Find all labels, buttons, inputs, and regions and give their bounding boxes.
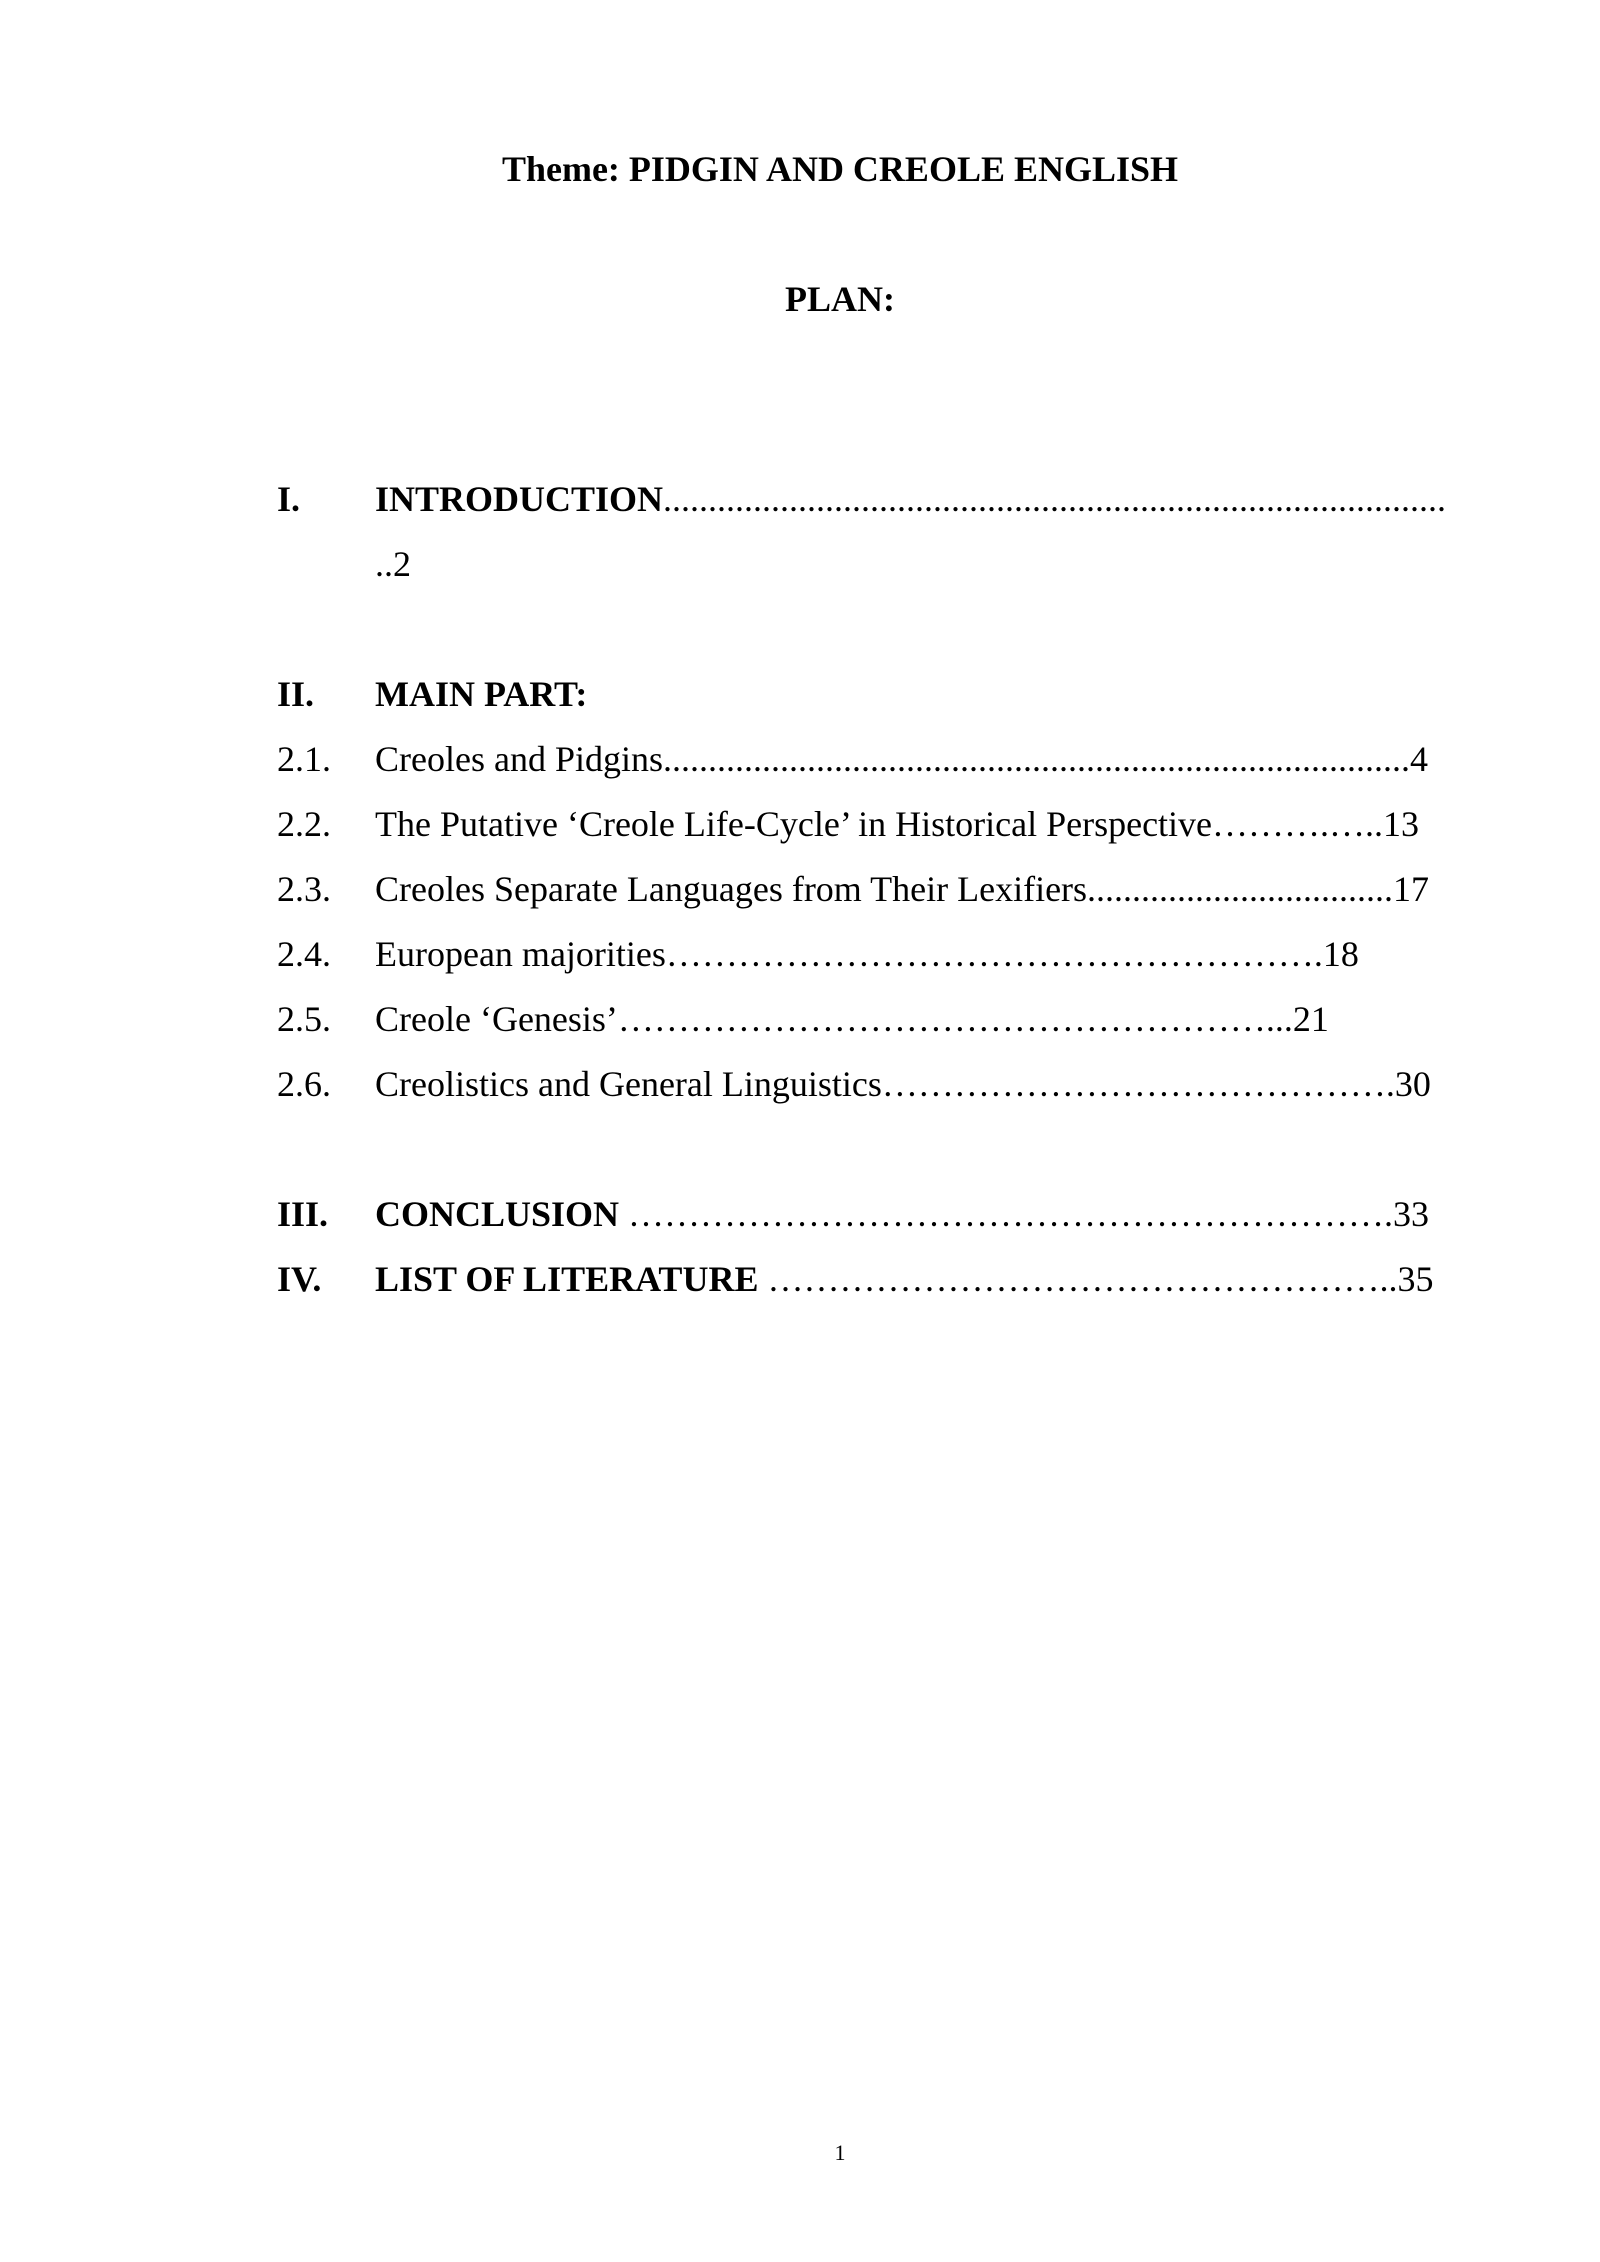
toc-entry-text: Creoles and Pidgins...................................................................................4 (375, 739, 1428, 779)
toc-entry-text: European majorities……………………………………………….18 (375, 934, 1359, 974)
toc-subsection (0, 738, 1600, 784)
toc-number: II. (277, 674, 315, 714)
toc-entry-main-part (0, 673, 1600, 719)
plan-heading: PLAN: (785, 279, 895, 319)
toc-entry-text: The Putative ‘Creole Life-Cycle’ in Historical Perspective……….…..13 (375, 804, 1420, 844)
toc-subsection (0, 1063, 1600, 1109)
toc-leader-dots: ....................................................................................... (663, 479, 1447, 519)
toc-entry-literature (0, 1258, 1600, 1304)
toc-number: 2.4. (277, 934, 331, 974)
toc-entry-label: INTRODUCTION (375, 479, 664, 519)
toc-subsection (0, 998, 1600, 1044)
page-title: Theme: PIDGIN AND CREOLE ENGLISH (501, 149, 1179, 189)
toc-subsection (0, 803, 1600, 849)
toc-entry-text (375, 1193, 1429, 1235)
toc-entry-label: LIST OF LITERATURE (375, 1259, 759, 1299)
toc-number: III. (277, 1194, 329, 1234)
toc-subsection (0, 868, 1600, 914)
toc-entry-label: MAIN PART: (375, 674, 588, 714)
toc-entry-text: Creolistics and General Linguistics…………………………………….30 (375, 1064, 1431, 1104)
toc-entry-introduction-continuation (0, 543, 1600, 589)
toc-number: 2.1. (277, 739, 331, 779)
toc-leader-dots: ……………………………………………………….33 (619, 1194, 1430, 1234)
toc-number: I. (277, 479, 301, 519)
toc-number: IV. (277, 1259, 322, 1299)
page-number: 1 (834, 2140, 846, 2165)
toc-number: 2.3. (277, 869, 331, 909)
toc-page-ref: ..2 (375, 544, 411, 584)
toc-entry-introduction (0, 478, 1600, 524)
toc-number: 2.5. (277, 999, 331, 1039)
toc-leader-dots: ……………………………………………..35 (758, 1259, 1434, 1299)
toc-subsection (0, 933, 1600, 979)
toc-number: 2.2. (277, 804, 331, 844)
toc-entry-text (375, 478, 1446, 520)
toc-entry-text: Creole ‘Genesis’………………………………………………...21 (375, 999, 1329, 1039)
toc-entry-conclusion (0, 1193, 1600, 1239)
toc-entry-label: CONCLUSION (375, 1194, 620, 1234)
toc-number: 2.6. (277, 1064, 331, 1104)
toc-entry-text (375, 1258, 1433, 1300)
toc-entry-text: Creoles Separate Languages from Their Lexifiers..................................17 (375, 869, 1430, 909)
